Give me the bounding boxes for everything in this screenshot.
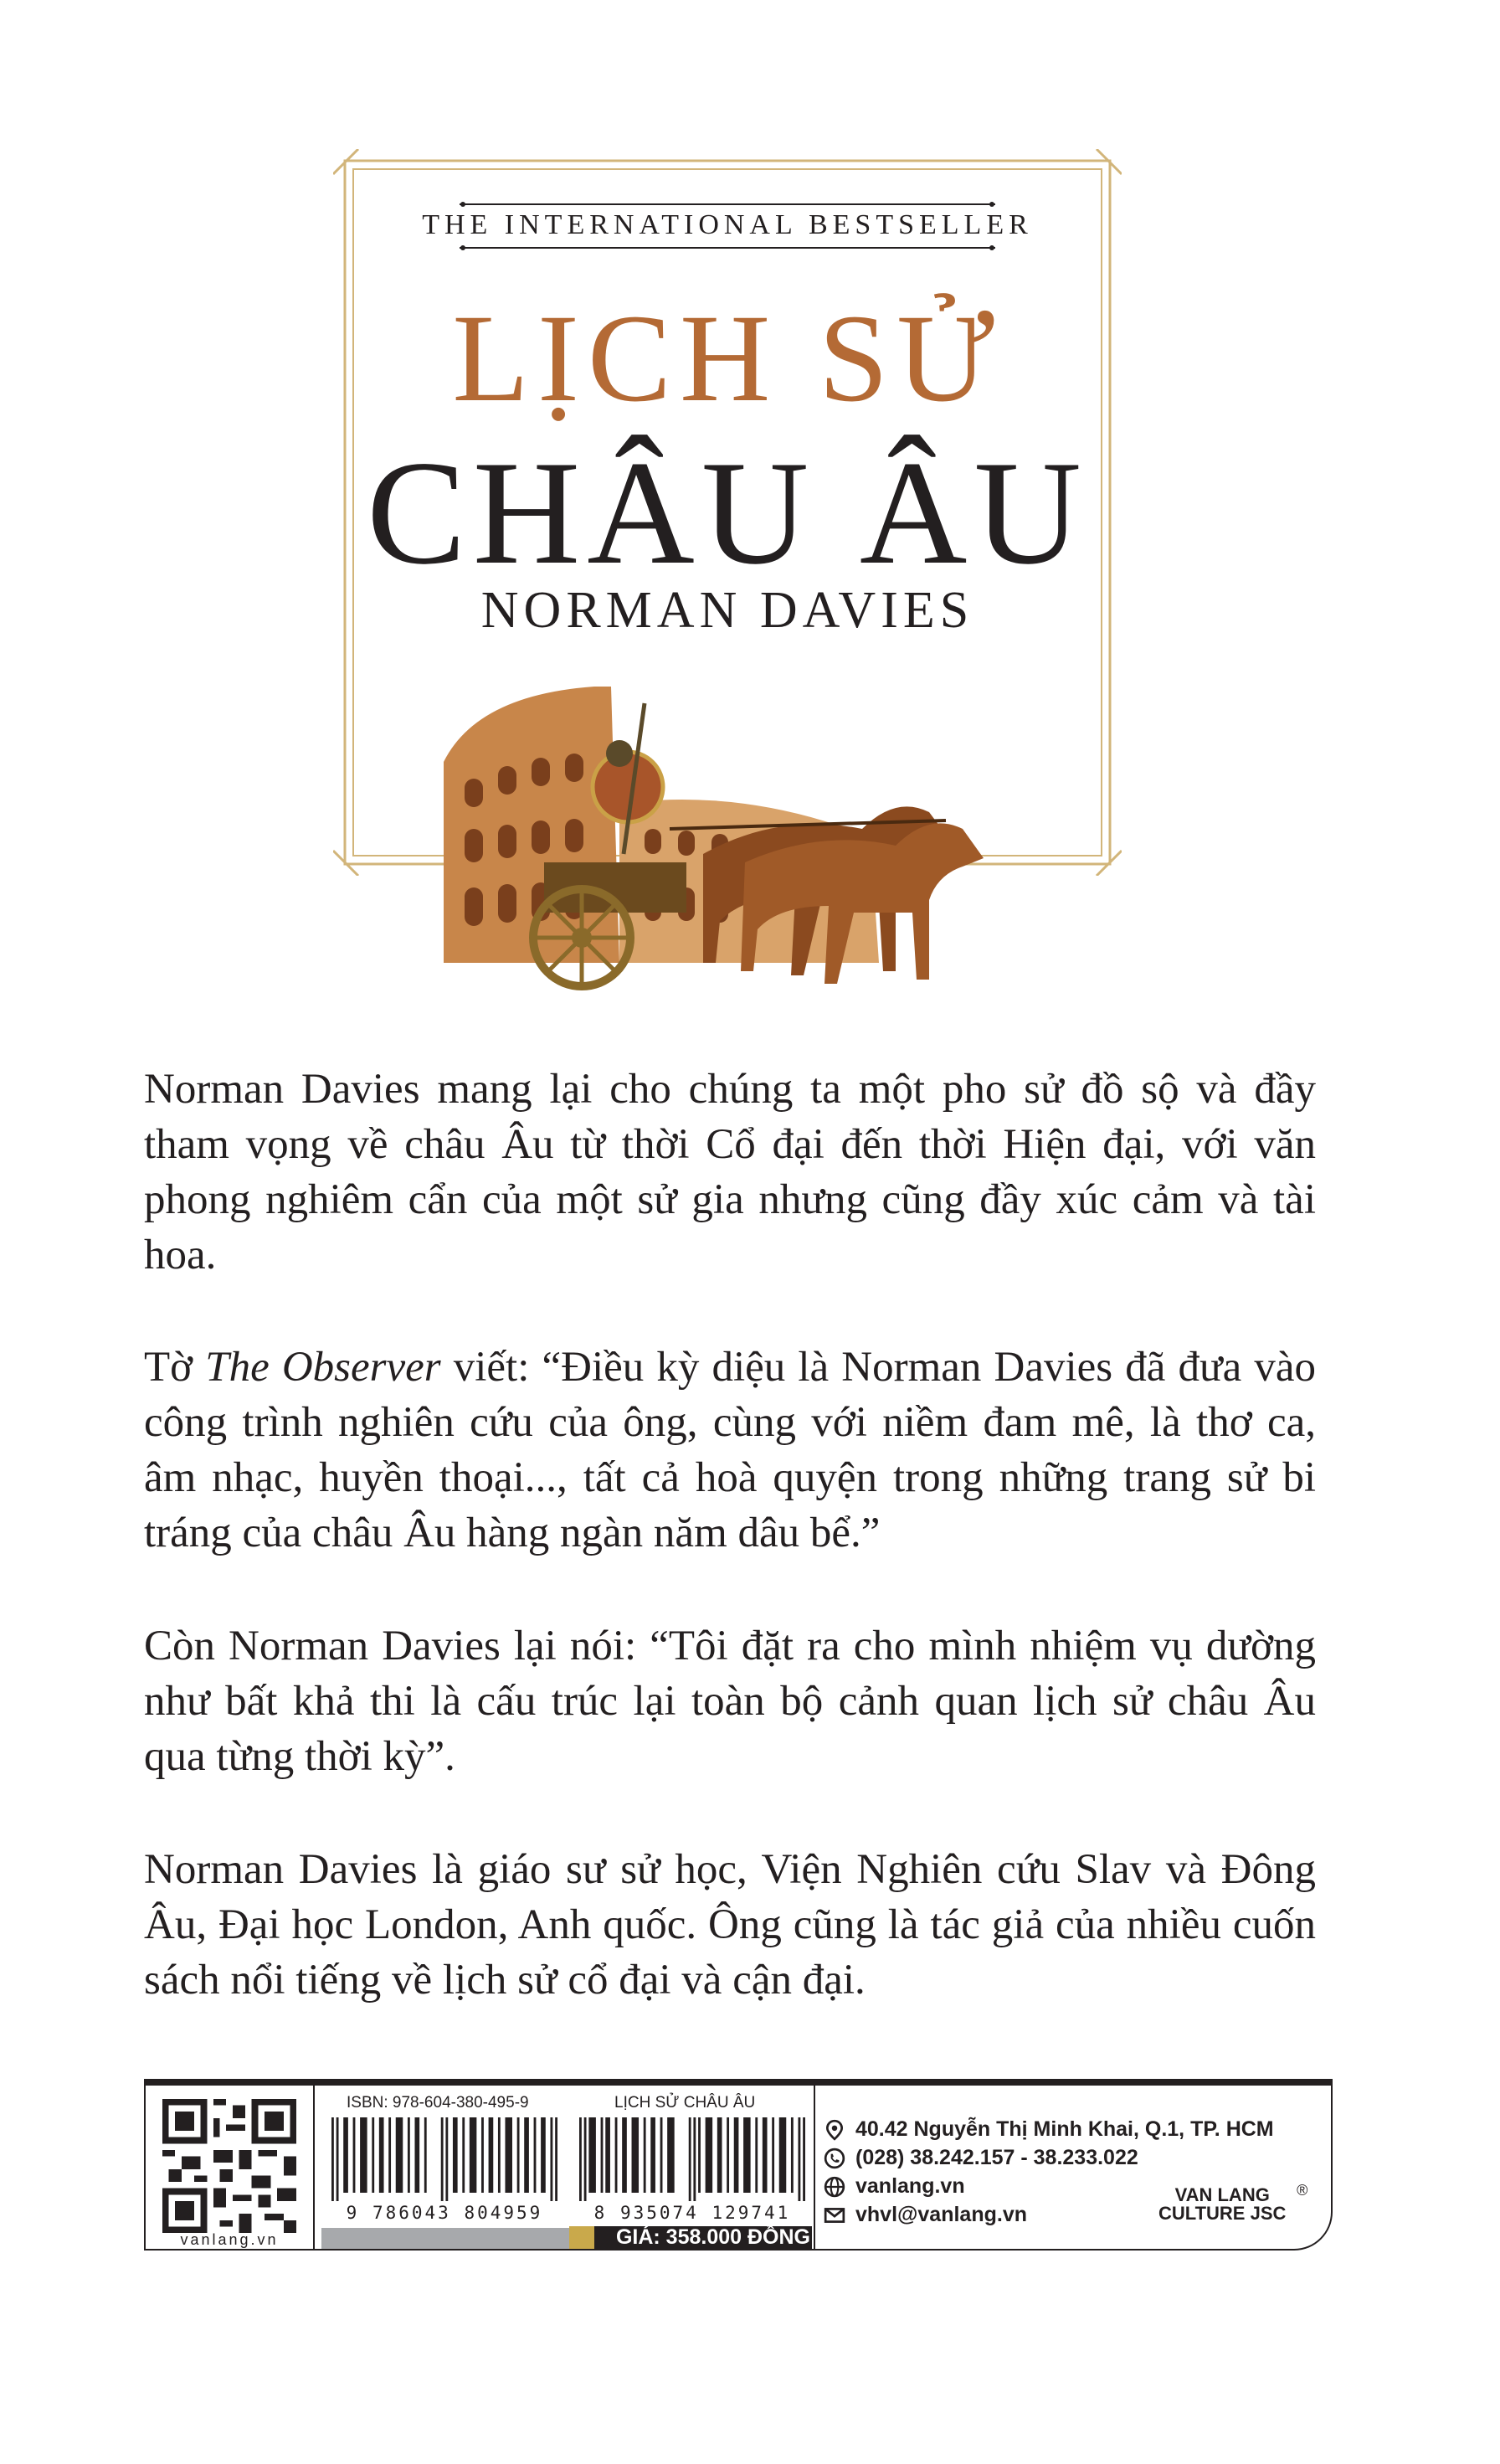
address-row [824,2117,1274,2142]
observer-publication: The Observer [205,1344,441,1391]
publisher-name: VAN LANG [1174,2184,1270,2205]
price-label: GIÁ: 358.000 ĐỒNG [569,2226,812,2249]
p2-quote: viết: “Điều kỳ diệu là Norman Davies đã đưa vào công trình nghiên cứu của ông, cùng với niềm đam mê, là thơ ca, âm nhạc, huyền thoại..., tất cả hoà quyện trong những trang sử bi tráng của châu Âu hàng ngàn năm dâu bể.” [144,1344,1316,1556]
blurb-paragraph-4: Norman Davies là giáo sư sử học, Viện Nghiên cứu Slav và Đông Âu, Đại học London, Anh quốc. Ông cũng là tác giả của nhiều cuốn sách nổi tiếng về lịch sử cổ đại và cận đại. [144,1846,1316,2004]
location-pin-icon [824,2119,845,2141]
divider [814,2086,815,2249]
isbn-label: ISBN: 978-604-380-495-9 [347,2094,529,2112]
website-link[interactable]: vanlang.vn [855,2174,965,2198]
email-row [824,2203,1027,2227]
ean-digits: 8 935074 129741 [593,2203,791,2223]
email-link[interactable]: vhvl@vanlang.vn [855,2203,1027,2226]
registered-mark: ® [1297,2182,1308,2199]
grey-strip [321,2228,569,2249]
globe-icon [824,2176,845,2198]
phone-text: (028) 38.242.157 - 38.233.022 [855,2146,1138,2169]
isbn-barcode [331,2117,557,2201]
book-title-line2: CHÂU ÂU [367,430,1088,595]
publisher-subtitle: CULTURE JSC [1158,2203,1287,2224]
book-title-line1: LỊCH SỬ [452,289,1003,428]
qr-code[interactable] [162,2099,296,2233]
blurb-paragraph-3: Còn Norman Davies lại nói: “Tôi đặt ra cho mình nhiệm vụ dường như bất khả thi là cấu trúc lại toàn bộ cảnh quan lịch sử châu Âu qua từng thời kỳ”. [144,1623,1316,1780]
address-text: 40.42 Nguyễn Thị Minh Khai, Q.1, TP. HCM [855,2117,1274,2141]
website-row [824,2174,965,2199]
divider [313,2086,315,2249]
isbn-digits: 9 786043 804959 [346,2203,543,2223]
blurb-paragraph-1: Norman Davies mang lại cho chúng ta một pho sử đồ sộ và đầy tham vọng về châu Âu từ thời Cổ đại đến thời Hiện đại, với văn phong nghiêm cẩn của một sử gia nhưng cũng đầy xúc cảm và tài hoa. [144,1066,1316,1278]
phone-icon [824,2148,845,2169]
phone-row [824,2146,1138,2170]
qr-caption: vanlang.vn [180,2231,279,2248]
price-gold-accent [569,2226,594,2249]
author-name: NORMAN DAVIES [480,582,974,639]
p2-prefix: Tờ [144,1344,206,1391]
bestseller-tagline: THE INTERNATIONAL BESTSELLER [422,209,1033,240]
colosseum-chariot-illustration [427,687,1038,1005]
publisher-logo [1158,2182,1308,2224]
mail-icon [824,2204,845,2226]
book-label: LỊCH SỬ CHÂU ÂU [614,2094,756,2112]
blurb-paragraph-2 [144,1340,1316,1561]
ean-barcode [579,2117,805,2201]
publisher-info-bar [144,2079,1333,2251]
